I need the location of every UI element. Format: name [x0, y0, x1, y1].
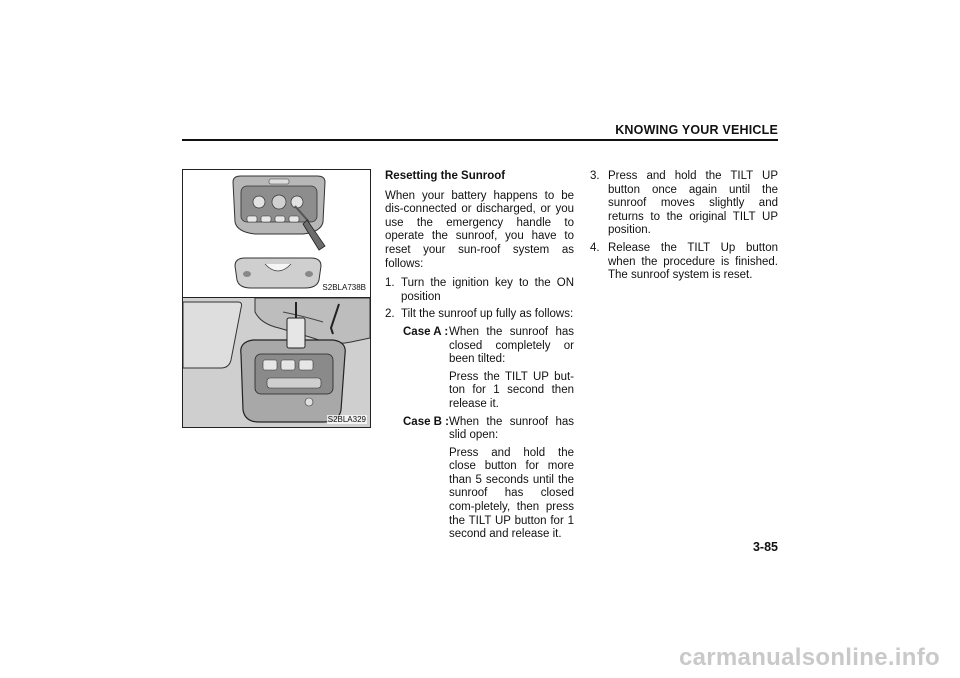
- step-number: 3.: [590, 170, 600, 182]
- step-number: 1.: [385, 277, 395, 290]
- text-column-right: [590, 170, 778, 287]
- overhead-console-drawing: [183, 170, 370, 297]
- sunroof-control-drawing: [183, 298, 370, 427]
- step-text: Release the TILT Up button when the procedure is finished. The sunroof system is reset.: [608, 241, 778, 282]
- case-a: [385, 326, 574, 412]
- step-2: [385, 308, 574, 322]
- figure-code-top: S2BLA738B: [322, 283, 366, 292]
- step-text: Press and hold the TILT UP button once again until the sunroof moves slightly and returns to the original TILT UP position.: [608, 170, 778, 237]
- step-text: Tilt the sunroof up fully as follows:: [401, 308, 574, 321]
- case-label: Case A :: [403, 325, 449, 338]
- case-b: [385, 416, 574, 542]
- step-3: [590, 170, 778, 238]
- step-number: 2.: [385, 308, 395, 321]
- page-number: 3-85: [752, 540, 778, 554]
- step-4: [590, 242, 778, 283]
- sunroof-illustration: [182, 169, 371, 428]
- watermark: carmanualsonline.info: [678, 644, 940, 671]
- step-text: Turn the ignition key to the ON position: [401, 277, 574, 303]
- case-condition: When the sunroof has closed completely or been tilted:: [449, 325, 574, 366]
- case-condition: When the sunroof has slid open:: [449, 415, 574, 442]
- text-column-left: [385, 170, 574, 546]
- case-label: Case B :: [403, 415, 450, 428]
- step-1: [385, 277, 574, 304]
- figure-code-bottom: S2BLA329: [327, 415, 366, 424]
- intro-paragraph: When your battery happens to be dis-connected or discharged, or you use the emergency handle to operate the sunroof, you have to reset your sun-roof system as follows:: [385, 189, 574, 270]
- header-rule: [182, 139, 778, 141]
- section-title: Resetting the Sunroof: [385, 170, 506, 182]
- step-number: 4.: [590, 241, 600, 254]
- section-header-title: KNOWING YOUR VEHICLE: [615, 123, 778, 137]
- case-action: Press and hold the close button for more than 5 seconds until the sunroof has closed com-pletely, then press the TILT UP button for 1 second and release it.: [449, 446, 574, 541]
- case-action: Press the TILT UP but-ton for 1 second then release it.: [449, 370, 574, 410]
